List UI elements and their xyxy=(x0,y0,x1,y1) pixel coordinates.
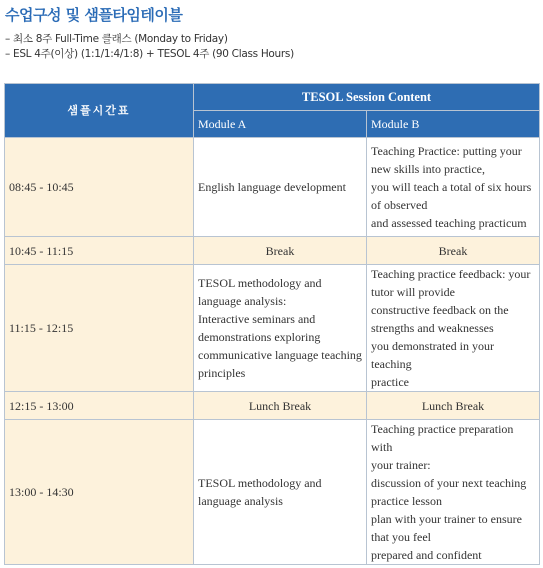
module-a-cell: Lunch Break xyxy=(194,392,367,420)
cell-line: practice xyxy=(371,375,409,389)
module-b-cell xyxy=(367,265,540,392)
cell-line: Interactive seminars and xyxy=(198,312,316,326)
time-cell: 12:15 - 13:00 xyxy=(5,392,194,420)
cell-line: tutor will provide xyxy=(371,285,455,299)
notes xyxy=(5,32,294,62)
cell-line: of observed xyxy=(371,198,428,212)
cell-line: that you feel xyxy=(371,530,431,544)
schedule-table xyxy=(4,83,540,565)
cell-line: you will teach a total of six hours xyxy=(371,180,532,194)
group-header: TESOL Session Content xyxy=(194,84,540,111)
cell-line: new skills into practice, xyxy=(371,162,485,176)
cell-line: practice lesson xyxy=(371,494,442,508)
cell-line: demonstrations exploring xyxy=(198,330,321,344)
module-b-cell: Lunch Break xyxy=(367,392,540,420)
cell-line: strengths and weaknesses xyxy=(371,321,494,335)
cell-line: Teaching practice preparation with xyxy=(371,422,514,454)
cell-line: you demonstrated in your teaching xyxy=(371,339,494,371)
table-row xyxy=(5,138,540,237)
table-row xyxy=(5,420,540,565)
module-a-cell xyxy=(194,138,367,237)
module-a-cell xyxy=(194,265,367,392)
table-row xyxy=(5,265,540,392)
module-a-cell xyxy=(194,420,367,565)
time-cell: 08:45 - 10:45 xyxy=(5,138,194,237)
cell-line: constructive feedback on the xyxy=(371,303,509,317)
page-title: 수업구성 및 샘플타임테이블 xyxy=(5,6,183,24)
cell-line: English language development xyxy=(198,180,346,194)
module-b-cell xyxy=(367,420,540,565)
note-line: – 최소 8주 Full-Time 클래스 (Monday to Friday) xyxy=(5,33,228,45)
module-a-cell: Break xyxy=(194,237,367,265)
cell-line: prepared and confident xyxy=(371,548,482,562)
column-header-module-b: Module B xyxy=(367,111,540,138)
note-line: – ESL 4주(이상) (1:1/1:4/1:8) + TESOL 4주 (90 Class Hours) xyxy=(5,48,294,60)
cell-line: principles xyxy=(198,366,246,380)
cell-line: Teaching Practice: putting your xyxy=(371,144,522,158)
cell-line: TESOL methodology and xyxy=(198,476,322,490)
cell-line: language analysis: xyxy=(198,294,287,308)
cell-line: your trainer: xyxy=(371,458,431,472)
cell-line: discussion of your next teaching xyxy=(371,476,527,490)
cell-line: and assessed teaching practicum xyxy=(371,216,527,230)
module-b-cell xyxy=(367,138,540,237)
cell-line: TESOL methodology and xyxy=(198,276,322,290)
time-cell: 10:45 - 11:15 xyxy=(5,237,194,265)
table-row xyxy=(5,392,540,420)
cell-line: communicative language teaching xyxy=(198,348,362,362)
column-header-module-a: Module A xyxy=(194,111,367,138)
corner-header: 샘플시간표 xyxy=(5,84,194,138)
table-row xyxy=(5,237,540,265)
module-b-cell: Break xyxy=(367,237,540,265)
cell-line: Teaching practice feedback: your xyxy=(371,267,531,281)
cell-line: plan with your trainer to ensure xyxy=(371,512,522,526)
time-cell: 11:15 - 12:15 xyxy=(5,265,194,392)
time-cell: 13:00 - 14:30 xyxy=(5,420,194,565)
cell-line: language analysis xyxy=(198,494,283,508)
